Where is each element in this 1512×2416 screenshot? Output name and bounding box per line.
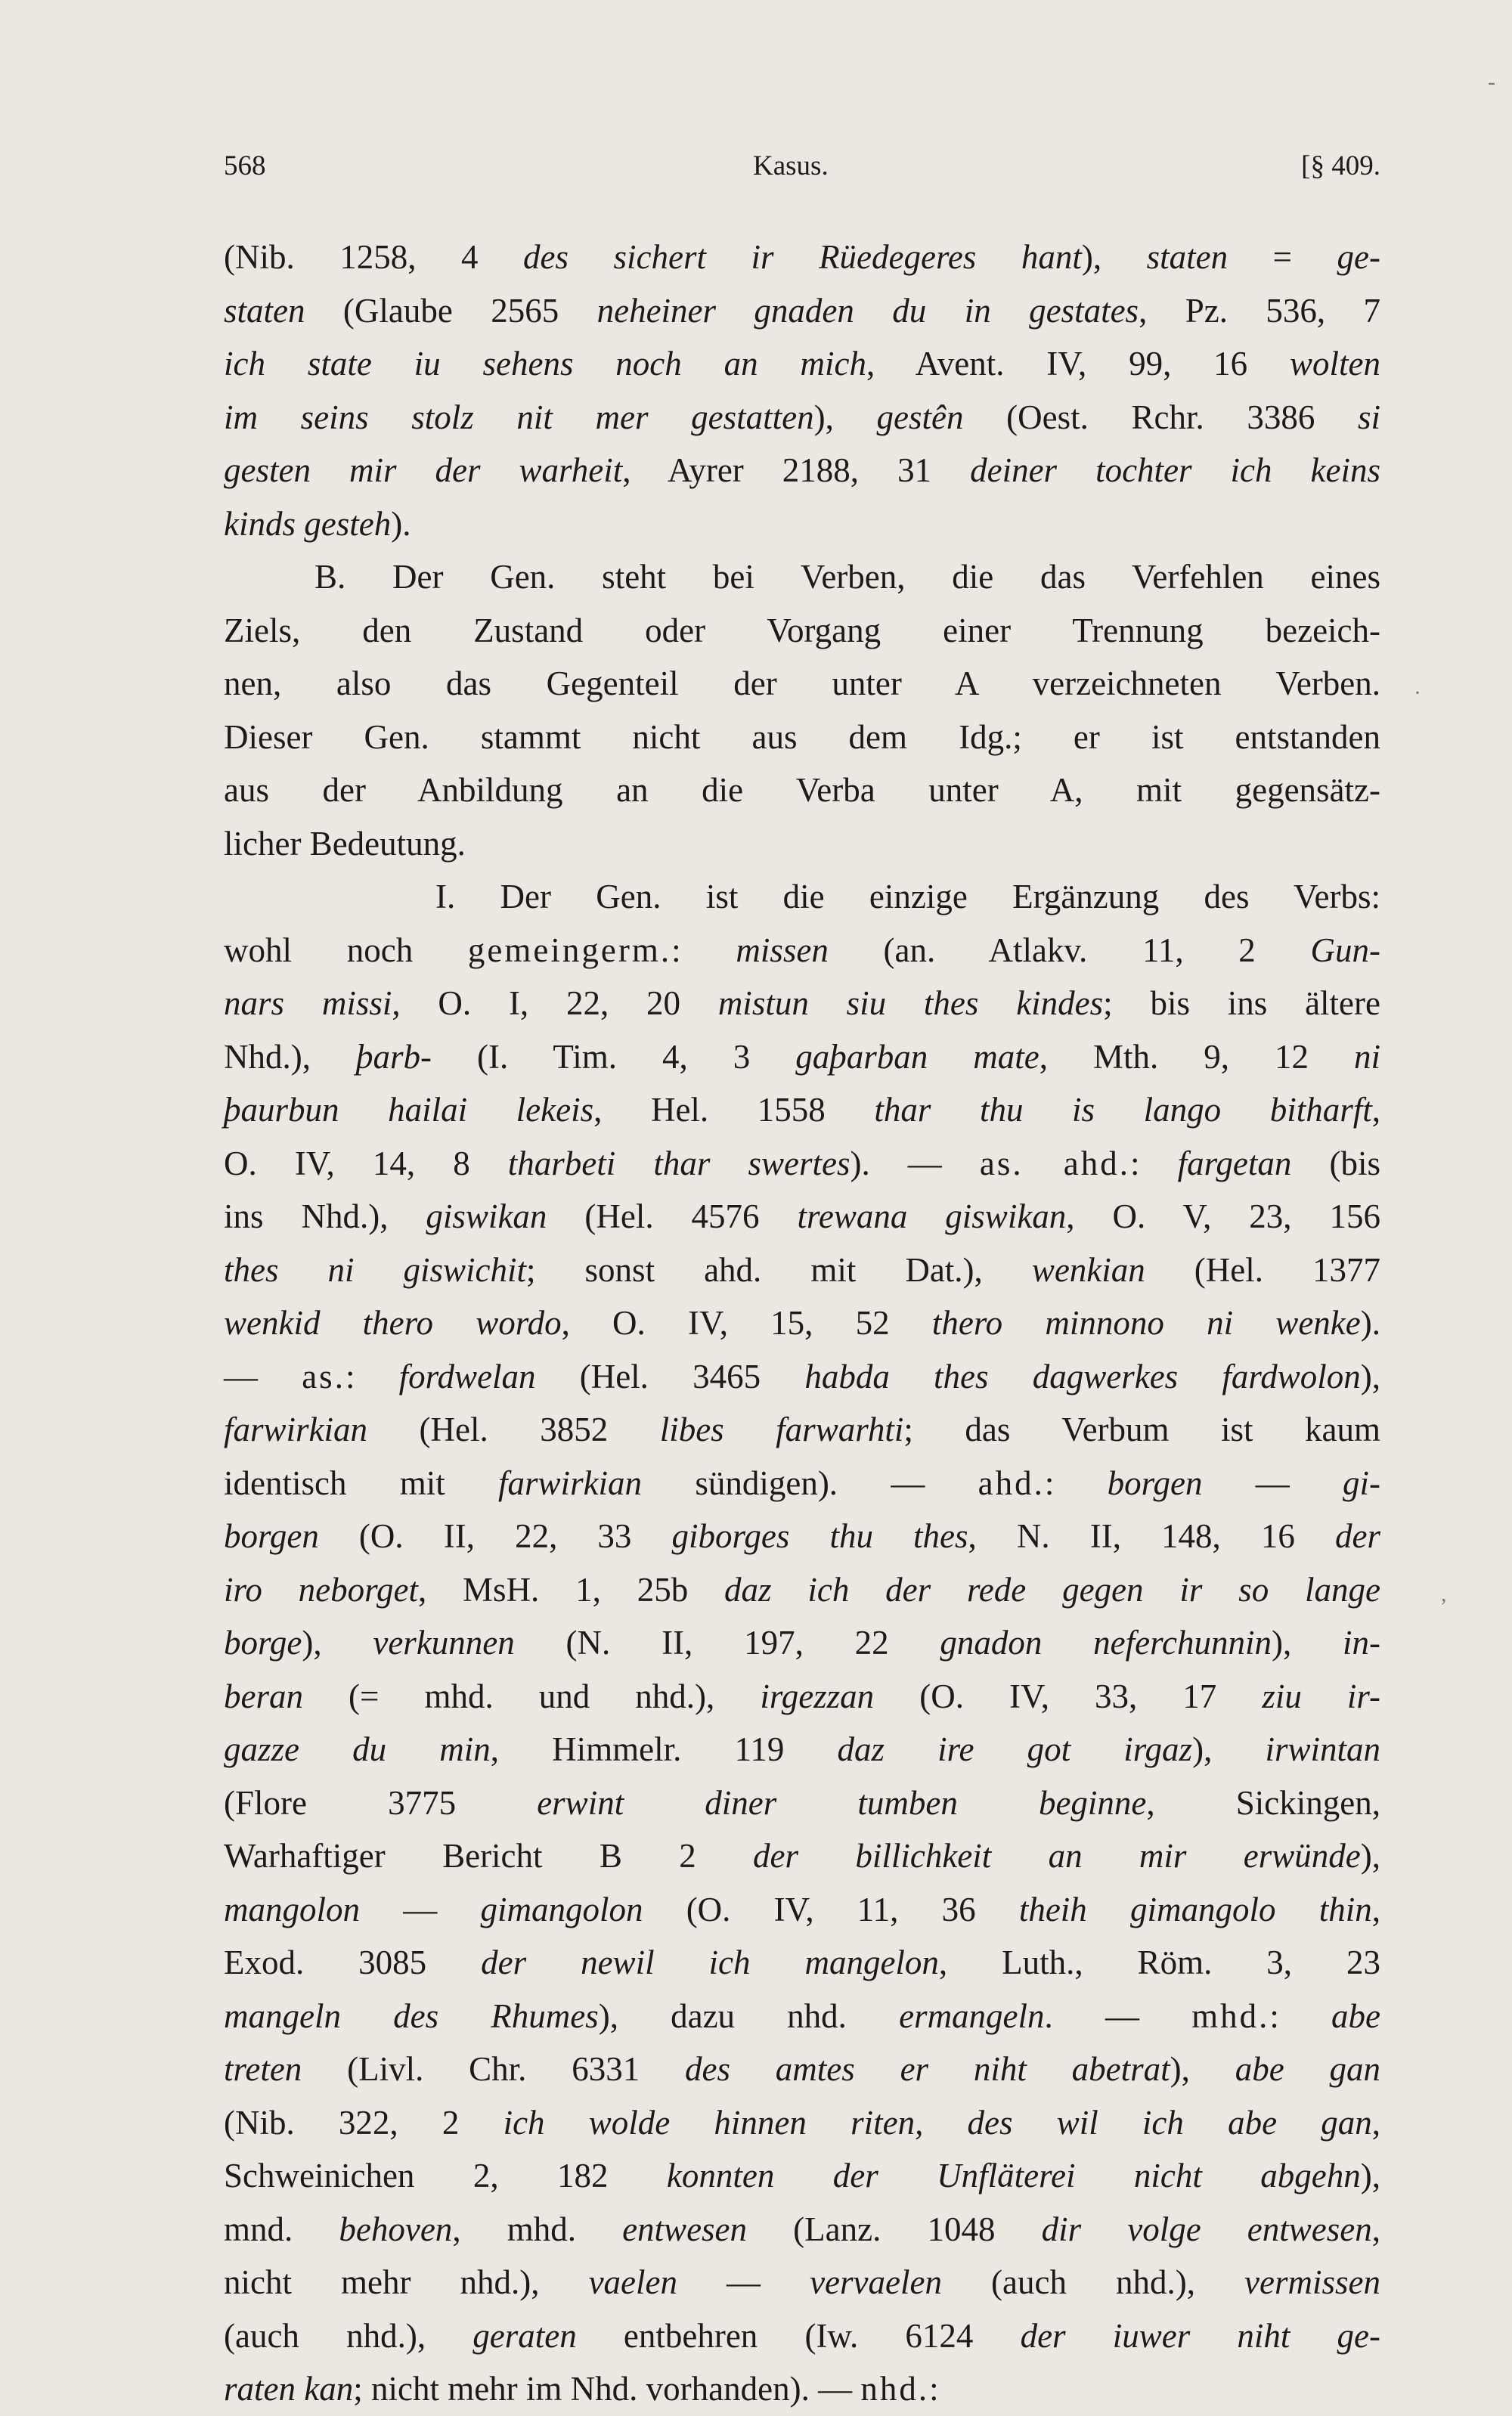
text-line (224, 550, 1380, 604)
text-run: ), (1170, 2050, 1235, 2088)
text-line (224, 711, 1380, 764)
text-run: (auch nhd.), (224, 2316, 473, 2355)
text-run: ). — (850, 1144, 980, 1182)
text-run: , Hel. 1558 (593, 1091, 875, 1129)
italic-run: treten (224, 2050, 302, 2088)
text-run: : (671, 931, 736, 969)
text-run: (Hel. 1377 (1145, 1250, 1381, 1289)
text-run: , Luth., Röm. 3, 23 (938, 1944, 1380, 1981)
italic-run: giborges thu thes (671, 1517, 968, 1555)
italic-run: trewana giswikan (797, 1197, 1067, 1235)
text-line (224, 1244, 1380, 1297)
italic-run: vermissen (1244, 2263, 1380, 2301)
text-line (224, 1457, 1380, 1510)
italic-run: staten (224, 291, 305, 330)
text-line (224, 1563, 1380, 1617)
spaced-run: nhd. (860, 2370, 930, 2408)
italic-run: daz ich der rede gegen ir so lange (724, 1570, 1380, 1609)
italic-run: im seins stolz nit mer gestatten (224, 398, 814, 436)
text-run: ), (1271, 1624, 1343, 1662)
text-run: sündigen). — (642, 1464, 978, 1502)
section-number: [§ 409. (1301, 150, 1380, 181)
italic-run: borgen (1107, 1464, 1203, 1502)
margin-mark: , (1441, 1581, 1447, 1606)
text-run: entbehren (Iw. 6124 (576, 2316, 1021, 2355)
italic-run: irwintan (1265, 1730, 1380, 1768)
italic-run: ge- (1337, 238, 1380, 276)
text-run: wohl noch (224, 931, 468, 969)
text-run: (Flore 3775 (224, 1783, 538, 1822)
italic-run: þarb- (355, 1037, 432, 1076)
text-line (224, 1190, 1380, 1244)
italic-run: wenkian (1031, 1250, 1145, 1289)
italic-run: abe (1331, 1996, 1380, 2035)
text-run: : (1044, 1464, 1108, 1502)
text-run: (Oest. Rchr. 3386 (963, 398, 1358, 436)
italic-run: erwint diner tumben beginne (537, 1783, 1147, 1822)
italic-run: vaelen (588, 2263, 677, 2301)
text-line (224, 604, 1380, 658)
text-run: B. Der Gen. steht bei Verben, die das Verfehlen eines (314, 558, 1380, 596)
text-run: , MsH. 1, 25b (417, 1570, 725, 1609)
text-line (224, 2309, 1380, 2363)
text-line (224, 1350, 1380, 1404)
spaced-run: ahd. (978, 1464, 1045, 1502)
margin-mark: · (1414, 680, 1421, 705)
italic-run: gazze du min (224, 1730, 491, 1768)
text-line (224, 231, 1380, 284)
text-run: ), (1192, 1730, 1266, 1768)
text-run: O. IV, 14, 8 (224, 1144, 508, 1182)
text-run: (Nib. 1258, 4 (224, 238, 524, 276)
text-run: — (677, 2263, 810, 2301)
text-line (224, 924, 1380, 977)
italic-run: der (1334, 1517, 1380, 1555)
italic-run: iro neborget (224, 1570, 418, 1609)
text-run: (Lanz. 1048 (747, 2210, 1042, 2248)
text-line (224, 391, 1380, 444)
text-run: , mhd. (452, 2210, 623, 2248)
text-run: ins Nhd.), (224, 1197, 426, 1235)
spaced-run: mhd. (1191, 1996, 1270, 2035)
italic-run: staten (1146, 238, 1228, 276)
text-line (224, 817, 1380, 871)
text-run: (Hel. 4576 (547, 1197, 798, 1235)
italic-run: farwirkian (498, 1464, 643, 1502)
text-run: (N. II, 197, 22 (514, 1624, 940, 1662)
italic-run: vervaelen (810, 2263, 942, 2301)
text-line (224, 1030, 1380, 1084)
italic-run: giswikan (426, 1197, 547, 1235)
spaced-run: gemeingerm. (467, 931, 672, 969)
text-run: aus der Anbildung an die Verba unter A, mit gegensätz- (224, 771, 1380, 809)
text-run: identisch mit (224, 1464, 499, 1502)
text-run: , Mth. 9, 12 (1039, 1037, 1354, 1076)
text-run: licher Bedeutung. (224, 824, 466, 863)
text-run: ). (1360, 1304, 1380, 1342)
italic-run: in- (1342, 1624, 1380, 1662)
text-run: nen, also das Gegenteil der unter A verzeichneten Verben. (224, 664, 1380, 702)
italic-run: Gun- (1310, 931, 1381, 969)
text-run: ). (391, 504, 411, 543)
text-line (224, 657, 1380, 711)
italic-run: þaurbun hailai lekeis (224, 1091, 594, 1129)
italic-run: mistun siu thes kindes (717, 984, 1104, 1022)
italic-run: missen (736, 931, 829, 969)
text-run: (an. Atlakv. 11, 2 (828, 931, 1311, 969)
italic-run: tharbeti thar swertes (507, 1144, 850, 1182)
text-run: Warhaftiger Bericht B 2 (224, 1837, 754, 1875)
italic-run: entwesen (622, 2210, 748, 2248)
italic-run: gimangolon (480, 1890, 643, 1928)
italic-run: ich wolde hinnen riten, des wil ich abe gan (503, 2103, 1372, 2142)
italic-run: nars missi (224, 984, 392, 1022)
text-line (224, 2149, 1380, 2203)
text-run: = (1228, 238, 1337, 276)
italic-run: abe gan (1235, 2050, 1380, 2088)
text-run: , Avent. IV, 99, 16 (866, 345, 1290, 383)
text-run: — (1202, 1464, 1343, 1502)
text-run: ; bis ins ältere (1103, 984, 1380, 1022)
italic-run: gestên (876, 398, 964, 436)
text-run: ), (1360, 1357, 1380, 1395)
text-line (224, 870, 1380, 924)
text-line (224, 284, 1380, 338)
italic-run: verkunnen (373, 1624, 515, 1662)
text-line (224, 1296, 1380, 1350)
text-line (224, 337, 1380, 391)
text-line (224, 1616, 1380, 1670)
text-run: ; sonst ahd. mit Dat.), (526, 1250, 1032, 1289)
italic-run: kinds gesteh (224, 504, 392, 543)
text-run: ), dazu nhd. (598, 1996, 900, 2035)
italic-run: konnten der Unfläterei nicht abgehn (666, 2157, 1361, 2195)
text-line (224, 2362, 1380, 2416)
italic-run: geraten (472, 2316, 577, 2355)
text-run: Ziels, den Zustand oder Vorgang einer Trennung bezeich- (224, 611, 1380, 649)
text-run: (auch nhd.), (941, 2263, 1245, 2301)
text-line (224, 2256, 1380, 2309)
text-line (224, 2096, 1380, 2150)
text-run: nicht mehr nhd.), (224, 2263, 589, 2301)
text-run: ), (813, 398, 877, 436)
margin-mark: - (1488, 70, 1495, 94)
italic-run: wolten (1290, 345, 1380, 383)
running-title: Kasus. (753, 150, 829, 181)
italic-run: ziu ir- (1262, 1677, 1381, 1715)
italic-run: borge (224, 1624, 302, 1662)
text-run: , Ayrer 2188, 31 (622, 451, 971, 489)
text-run: , (1371, 1890, 1381, 1928)
text-run: (Hel. 3465 (535, 1357, 805, 1395)
text-line (224, 977, 1380, 1030)
text-line (224, 1883, 1380, 1937)
body-text (224, 231, 1380, 2416)
text-run: Dieser Gen. stammt nicht aus dem Idg.; er ist entstanden (224, 717, 1380, 756)
text-run: (I. Tim. 4, 3 (431, 1037, 796, 1076)
text-run: (O. IV, 33, 17 (874, 1677, 1263, 1715)
italic-run: neheiner gnaden du in gestates (596, 291, 1139, 330)
text-run: (Hel. 3852 (367, 1411, 660, 1448)
italic-run: borgen (224, 1517, 319, 1555)
text-line (224, 1990, 1380, 2043)
italic-run: fordwelan (398, 1357, 536, 1395)
italic-run: libes farwarhti (659, 1411, 904, 1448)
italic-run: der billichkeit an mir erwünde (753, 1837, 1361, 1875)
italic-run: mangolon (224, 1890, 360, 1928)
italic-run: thes ni giswichit (224, 1250, 527, 1289)
page-header (224, 142, 1380, 187)
italic-run: ermangeln (899, 1996, 1045, 2035)
italic-run: daz ire got irgaz (837, 1730, 1193, 1768)
text-run: ), (302, 1624, 373, 1662)
text-line (224, 764, 1380, 817)
text-run: , (1371, 2103, 1380, 2142)
italic-run: gesten mir der warheit (224, 451, 623, 489)
text-line (224, 1670, 1380, 1724)
spaced-run: as. ahd. (979, 1144, 1130, 1182)
text-run: (Livl. Chr. 6331 (302, 2050, 685, 2088)
text-run: , O. V, 23, 156 (1066, 1197, 1380, 1235)
text-run: , Himmelr. 119 (490, 1730, 838, 1768)
italic-run: gi- (1343, 1464, 1380, 1502)
text-run: , Sickingen, (1146, 1783, 1381, 1822)
italic-run: der iuwer niht ge- (1020, 2316, 1381, 2355)
italic-run: des amtes er niht abetrat (685, 2050, 1170, 2088)
italic-run: deiner tochter ich keins (970, 451, 1380, 489)
text-run: (Nib. 322, 2 (224, 2103, 503, 2142)
italic-run: si (1357, 398, 1380, 436)
text-run: ), (1360, 2157, 1381, 2195)
italic-run: des sichert ir Rüedegeres hant (523, 238, 1082, 276)
italic-run: wenkid thero wordo (224, 1304, 562, 1342)
italic-run: farwirkian (224, 1411, 368, 1448)
text-run: , Pz. 536, 7 (1139, 291, 1381, 330)
text-run: : (1269, 1996, 1332, 2035)
text-run: ), (1081, 238, 1147, 276)
text-run: — (360, 1890, 481, 1928)
text-run: I. Der Gen. ist die einzige Ergänzung des Verbs: (435, 878, 1380, 915)
italic-run: beran (224, 1677, 303, 1715)
text-run: , O. I, 22, 20 (392, 984, 718, 1022)
text-line (224, 1403, 1380, 1457)
text-run: . — (1044, 1996, 1192, 2035)
text-run: , (1371, 1091, 1380, 1129)
text-run: ; das Verbum ist kaum (903, 1411, 1380, 1448)
italic-run: dir volge entwesen (1041, 2210, 1372, 2248)
text-run: — (224, 1357, 302, 1395)
text-line (224, 497, 1380, 551)
text-line (224, 1510, 1380, 1563)
italic-run: thar thu is lango bitharft (874, 1091, 1372, 1129)
text-run: Schweinichen 2, 182 (224, 2157, 667, 2195)
text-line (224, 444, 1380, 497)
italic-run: thero minnono ni wenke (931, 1304, 1361, 1342)
italic-run: raten kan (224, 2370, 354, 2408)
text-run: (= mhd. und nhd.), (303, 1677, 761, 1715)
italic-run: gnadon neferchunnin (940, 1624, 1272, 1662)
text-line (224, 1776, 1380, 1830)
text-line (224, 1083, 1380, 1137)
text-line (224, 1723, 1380, 1776)
italic-run: behoven (339, 2210, 453, 2248)
text-run: (Glaube 2565 (305, 291, 597, 330)
italic-run: mangeln des Rhumes (224, 1996, 599, 2035)
italic-run: ich state iu sehens noch an mich (224, 345, 866, 383)
text-line (224, 2043, 1380, 2096)
italic-run: theih gimangolo thin (1018, 1890, 1372, 1928)
text-line (224, 2203, 1380, 2256)
text-line (224, 1936, 1380, 1990)
italic-run: der newil ich mangelon (481, 1944, 939, 1981)
text-run: ; nicht mehr im Nhd. vorhanden). — (353, 2370, 861, 2408)
text-line (224, 1829, 1380, 1883)
italic-run: ni (1353, 1037, 1380, 1076)
text-run: , (1371, 2210, 1380, 2248)
text-run: Nhd.), (224, 1037, 356, 1076)
text-run: ), (1360, 1837, 1380, 1875)
italic-run: irgezzan (760, 1677, 875, 1715)
text-run: : (929, 2370, 939, 2408)
text-run: Exod. 3085 (224, 1944, 482, 1981)
text-run: (O. II, 22, 33 (318, 1517, 672, 1555)
text-run: : (345, 1357, 399, 1395)
page-number: 568 (224, 150, 266, 181)
text-run: (bis (1291, 1144, 1380, 1182)
text-run: , N. II, 148, 16 (968, 1517, 1335, 1555)
italic-run: gaþarban mate (795, 1037, 1040, 1076)
italic-run: habda thes dagwerkes fardwolon (804, 1357, 1361, 1395)
spaced-run: as. (302, 1357, 345, 1395)
text-line (224, 1137, 1380, 1191)
italic-run: fargetan (1177, 1144, 1292, 1182)
text-run: , O. IV, 15, 52 (561, 1304, 932, 1342)
text-run: mnd. (224, 2210, 339, 2248)
text-run: (O. IV, 11, 36 (643, 1890, 1019, 1928)
text-run: : (1129, 1144, 1178, 1182)
